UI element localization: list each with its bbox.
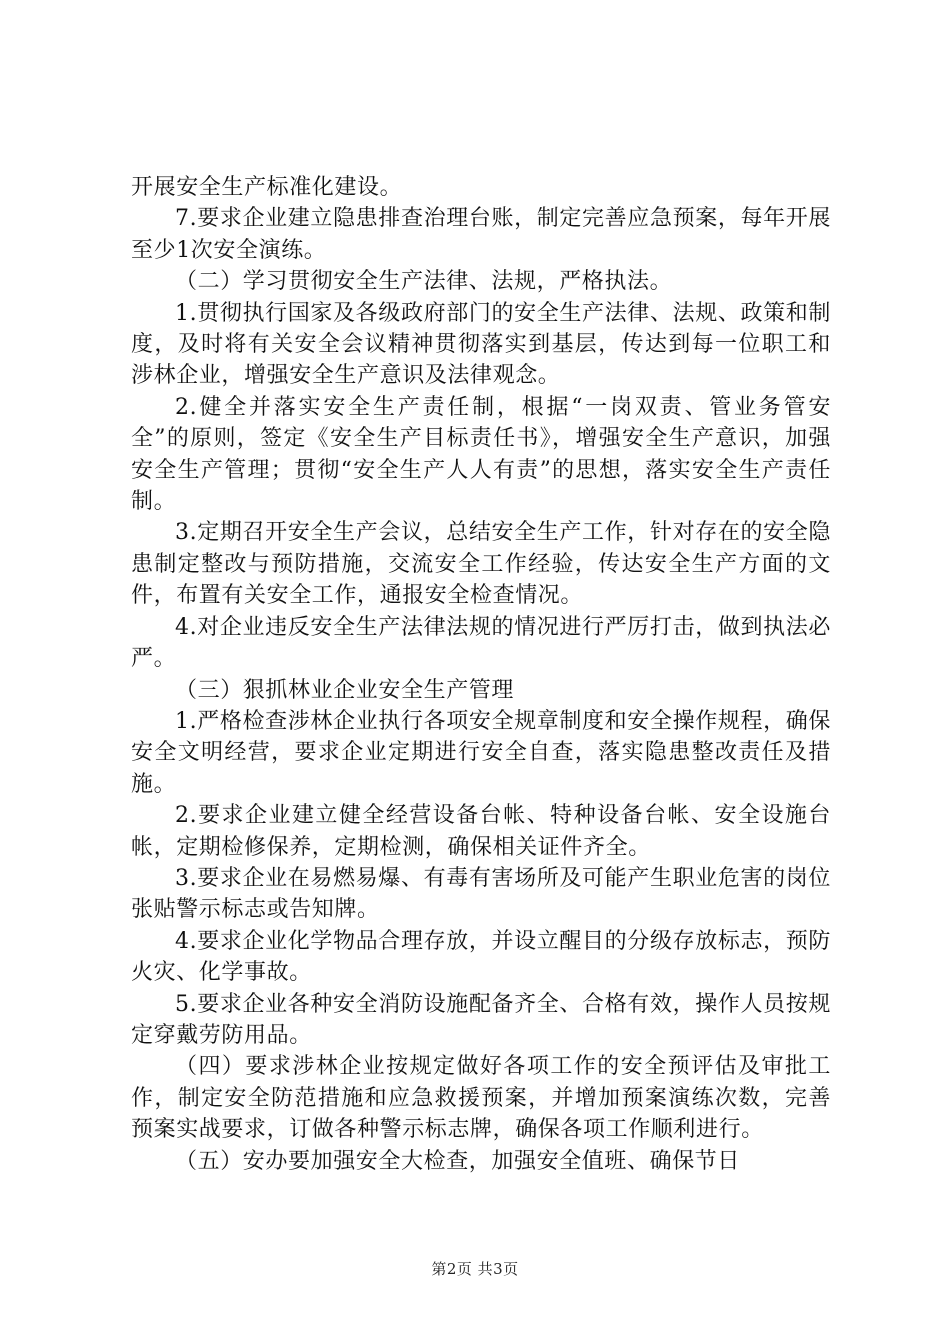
paragraph: 5.要求企业各种安全消防设施配备齐全、合格有效，操作人员按规定穿戴劳防用品。 bbox=[131, 991, 831, 1048]
page-number-footer: 第2页 共3页 bbox=[431, 1260, 519, 1278]
paragraph: 1.贯彻执行国家及各级政府部门的安全生产法律、法规、政策和制度，及时将有关安全会议精神贯彻落实到基层，传达到每一位职工和涉林企业，增强安全生产意识及法律观念。 bbox=[131, 300, 831, 389]
section-heading: （三）狠抓林业企业安全生产管理 bbox=[175, 677, 515, 703]
paragraph: 3.定期召开安全生产会议，总结安全生产工作，针对存在的安全隐患制定整改与预防措施，交流安全工作经验，传达安全生产方面的文件，布置有关安全工作，通报安全检查情况。 bbox=[131, 520, 831, 609]
paragraph: 4.对企业违反安全生产法律法规的情况进行严厉打击，做到执法必严。 bbox=[131, 614, 831, 672]
paragraph: 2.健全并落实安全生产责任制，根据“一岗双责、管业务管安全”的原则，签定《安全生产目标责任书》，增强安全生产意识，加强安全生产管理；贯彻“安全生产人人有责”的思想，落实安全生产责任制。 bbox=[131, 394, 831, 515]
section-heading: （二）学习贯彻安全生产法律、法规，严格执法。 bbox=[175, 269, 673, 295]
section-paragraph: （四）要求涉林企业按规定做好各项工作的安全预评估及审批工作，制定安全防范措施和应急救援预案，并增加预案演练次数，完善预案实战要求，订做各种警示标志牌，确保各项工作顺利进行。 bbox=[131, 1054, 831, 1143]
paragraph: 7.要求企业建立隐患排查治理台账，制定完善应急预案，每年开展至少1次安全演练。 bbox=[131, 206, 831, 263]
paragraph: 1.严格检查涉林企业执行各项安全规章制度和安全操作规程，确保安全文明经营，要求企业定期进行安全自查，落实隐患整改责任及措施。 bbox=[131, 708, 831, 797]
paragraph: 2.要求企业建立健全经营设备台帐、特种设备台帐、安全设施台帐，定期检修保养，定期检测，确保相关证件齐全。 bbox=[131, 803, 831, 860]
paragraph: 开展安全生产标准化建设。 bbox=[131, 175, 403, 200]
paragraph: 4.要求企业化学物品合理存放，并设立醒目的分级存放标志，预防火灾、化学事故。 bbox=[131, 928, 831, 986]
document-body bbox=[131, 172, 831, 1177]
section-paragraph: （五）安办要加强安全大检查，加强安全值班、确保节日 bbox=[175, 1148, 741, 1174]
paragraph: 3.要求企业在易燃易爆、有毒有害场所及可能产生职业危害的岗位张贴警示标志或告知牌。 bbox=[131, 865, 831, 923]
